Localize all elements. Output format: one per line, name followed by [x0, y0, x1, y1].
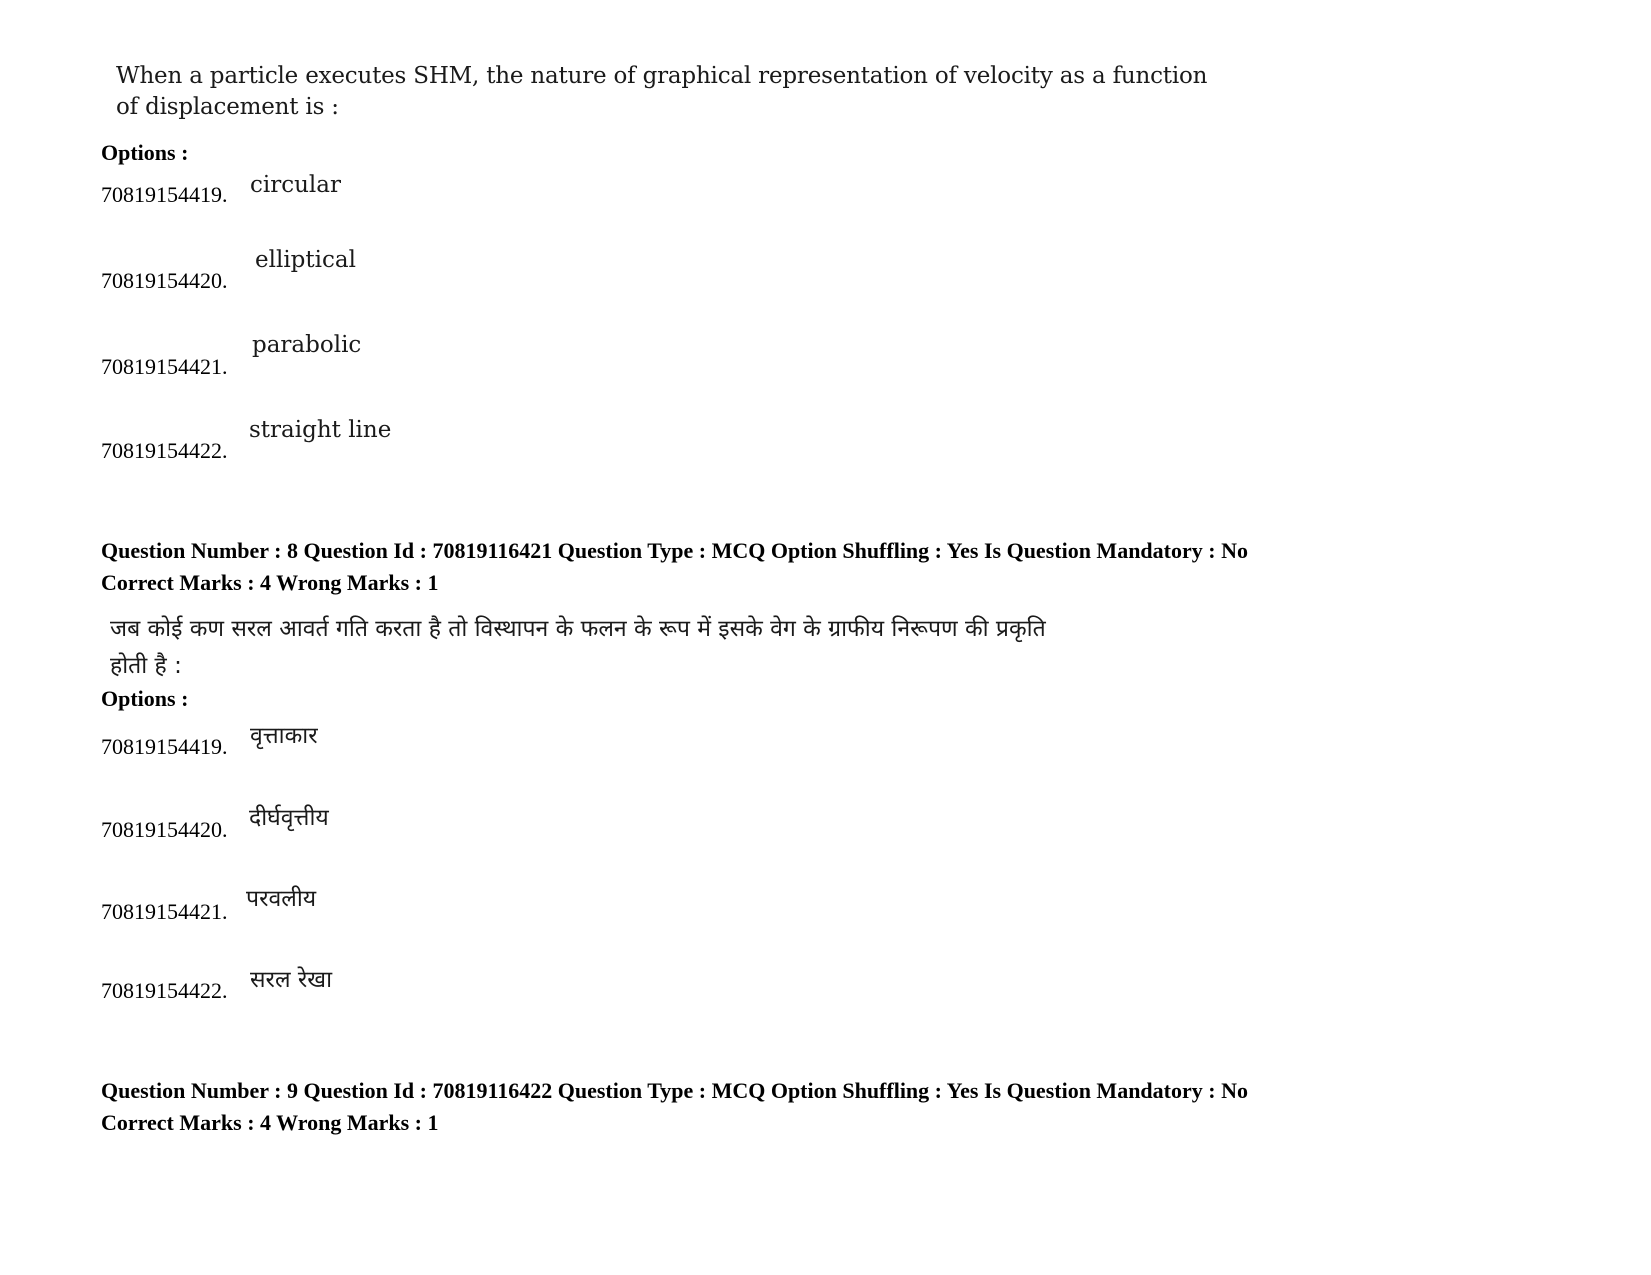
options-label: Options :: [101, 686, 189, 711]
option-id: 70819154422.: [101, 438, 228, 463]
options-label: Options :: [101, 140, 189, 165]
option-text: वृत्ताकार: [250, 723, 318, 749]
question-text-line: When a particle executes SHM, the nature of graphical representation of velocity as a function: [116, 63, 1208, 89]
question-text-line: जब कोई कण सरल आवर्त गति करता है तो विस्थापन के फलन के रूप में इसके वेग के ग्राफीय निरूपण की प्रकृति: [110, 616, 1046, 642]
option-id: 70819154421.: [101, 354, 228, 379]
option-id: 70819154419.: [101, 734, 228, 759]
question-text-line: होती है :: [110, 653, 182, 679]
option-text: सरल रेखा: [250, 967, 333, 993]
option-text: straight line: [249, 417, 392, 443]
question-header: Question Number : 9 Question Id : 70819116422 Question Type : MCQ Option Shuffling : Yes Is Question Mandatory : No: [101, 1078, 1248, 1103]
option-text: circular: [250, 172, 341, 198]
question-marks: Correct Marks : 4 Wrong Marks : 1: [101, 570, 439, 595]
question-marks: Correct Marks : 4 Wrong Marks : 1: [101, 1110, 439, 1135]
question-text-line: of displacement is :: [116, 94, 339, 120]
option-id: 70819154420.: [101, 817, 228, 842]
option-text: दीर्घवृत्तीय: [249, 805, 329, 831]
option-id: 70819154419.: [101, 182, 228, 207]
option-text: elliptical: [255, 247, 356, 273]
option-id: 70819154421.: [101, 899, 228, 924]
option-id: 70819154422.: [101, 978, 228, 1003]
option-text: परवलीय: [246, 886, 317, 912]
option-text: parabolic: [252, 332, 362, 358]
option-id: 70819154420.: [101, 268, 228, 293]
question-header: Question Number : 8 Question Id : 70819116421 Question Type : MCQ Option Shuffling : Yes Is Question Mandatory : No: [101, 538, 1248, 563]
